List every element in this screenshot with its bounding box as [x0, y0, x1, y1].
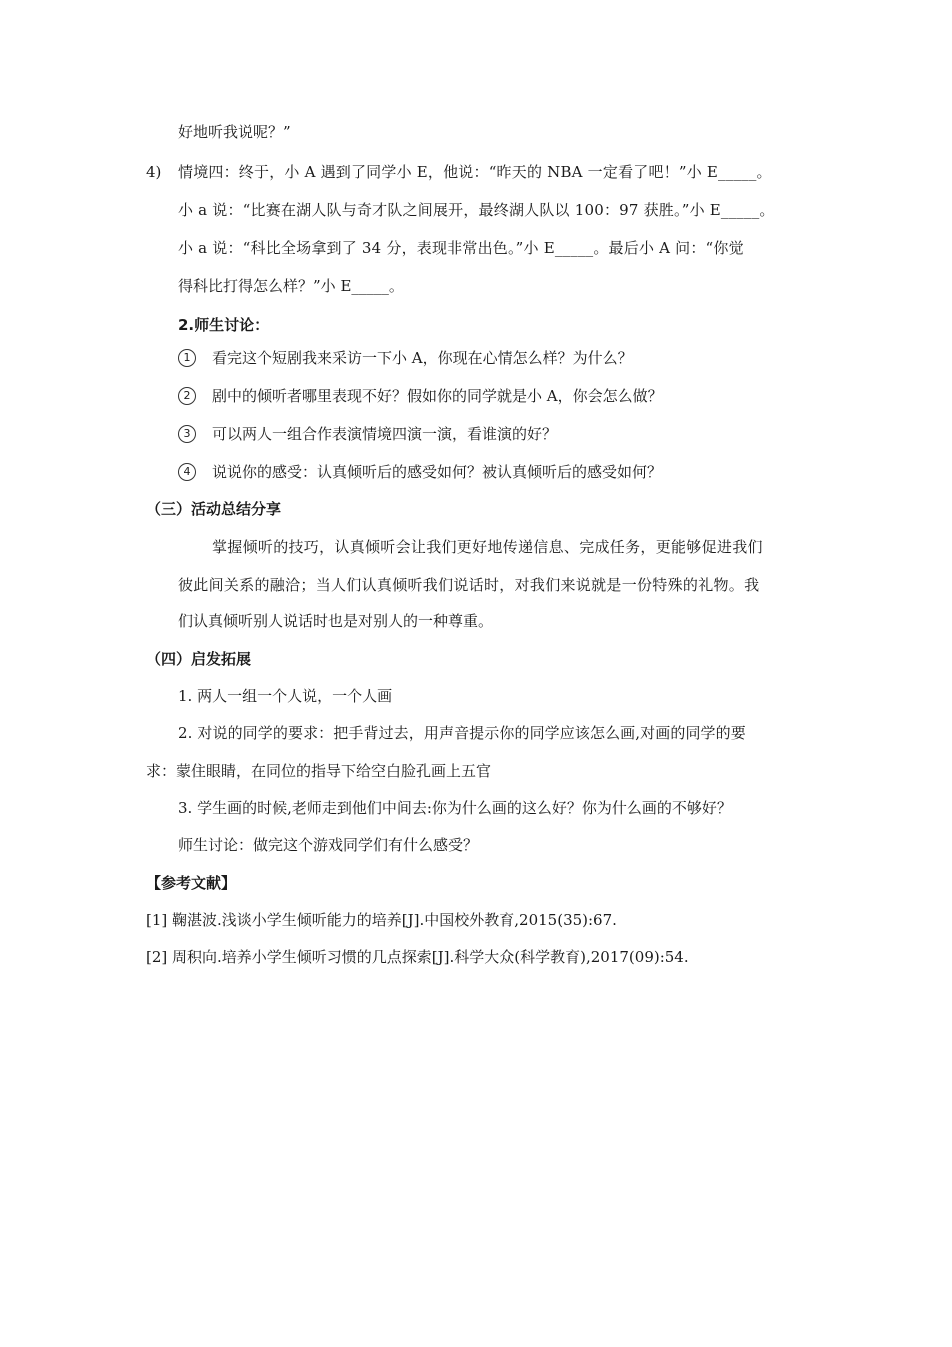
scenario-number-4: 4): [146, 163, 162, 181]
scenario-line-0: 好地听我说呢？”: [178, 123, 291, 141]
summary-line-2: 彼此间关系的融洽；当人们认真倾听我们说话时，对我们来说就是一份特殊的礼物。我: [178, 576, 760, 594]
circled-number-2: 2: [178, 387, 196, 405]
extension-item-3: 3. 学生画的时候,老师走到他们中间去:你为什么画的这么好？你为什么画的不够好？: [178, 799, 732, 817]
scenario-line-3: 小 a 说：“科比全场拿到了 34 分，表现非常出色。”小 E_____。最后小 A 问：“你觉: [178, 239, 744, 257]
extension-item-2a: 2. 对说的同学的要求：把手背过去，用声音提示你的同学应该怎么画,对画的同学的要: [178, 724, 746, 742]
summary-line-1: 掌握倾听的技巧，认真倾听会让我们更好地传递信息、完成任务，更能够促进我们: [212, 538, 763, 556]
circled-number-1: 1: [178, 349, 196, 367]
scenario-line-4: 得科比打得怎么样？”小 E_____。: [178, 277, 404, 295]
discussion-heading: 2.师生讨论：: [178, 316, 270, 334]
circled-number-4: 4: [178, 463, 196, 481]
discussion-item-2: 剧中的倾听者哪里表现不好？假如你的同学就是小 A，你会怎么做？: [212, 387, 663, 405]
scenario-line-2: 小 a 说：“比赛在湖人队与奇才队之间展开，最终湖人队以 100：97 获胜。”小 E_____。: [178, 201, 775, 219]
discussion-item-1: 看完这个短剧我来采访一下小 A，你现在心情怎么样？为什么？: [212, 349, 633, 367]
scenario-line-1: 情境四：终于，小 A 遇到了同学小 E，他说：“昨天的 NBA 一定看了吧！”小 E_____。: [178, 163, 772, 181]
references-heading: 【参考文献】: [146, 874, 237, 892]
summary-line-3: 们认真倾听别人说话时也是对别人的一种尊重。: [178, 612, 494, 630]
discussion-item-3: 可以两人一组合作表演情境四演一演，看谁演的好？: [212, 425, 558, 443]
summary-heading: （三）活动总结分享: [146, 500, 282, 518]
reference-2: [2] 周积向.培养小学生倾听习惯的几点探索[J].科学大众(科学教育),2017(09):54.: [146, 948, 689, 966]
circled-number-3: 3: [178, 425, 196, 443]
discussion-item-4: 说说你的感受：认真倾听后的感受如何？被认真倾听后的感受如何？: [212, 463, 663, 481]
extension-item-4: 师生讨论：做完这个游戏同学们有什么感受？: [178, 836, 479, 854]
extension-item-2b: 求：蒙住眼睛，在同位的指导下给空白脸孔画上五官: [146, 762, 492, 780]
extension-heading: （四）启发拓展: [146, 650, 252, 668]
extension-item-1: 1. 两人一组一个人说，一个人画: [178, 687, 393, 705]
reference-1: [1] 鞠湛波.浅谈小学生倾听能力的培养[J].中国校外教育,2015(35):67.: [146, 911, 617, 929]
